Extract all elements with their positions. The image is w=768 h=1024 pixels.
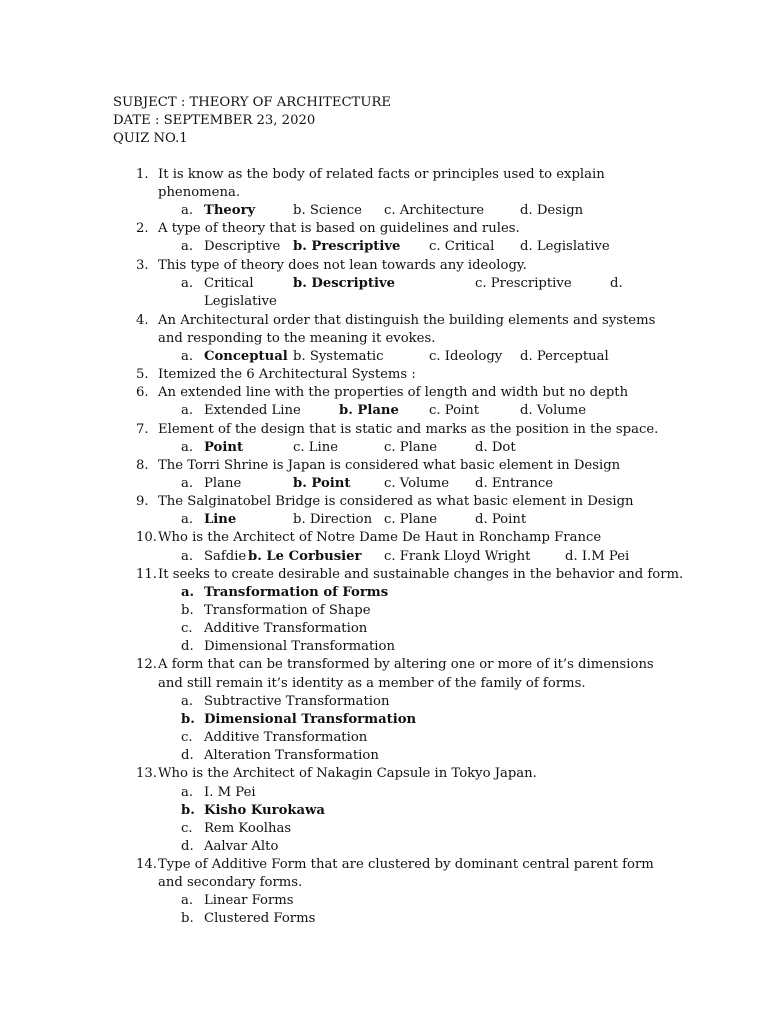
choice: Legislative bbox=[204, 294, 277, 309]
choice: I. M Pei bbox=[204, 785, 256, 800]
choice-letter: a. bbox=[181, 549, 194, 564]
question-number: 7. bbox=[136, 422, 149, 437]
choice: Additive Transformation bbox=[204, 730, 368, 745]
choice-letter: d. bbox=[181, 839, 194, 854]
question-number: 2. bbox=[136, 221, 149, 236]
question-number: 10. bbox=[136, 530, 157, 545]
choice: Linear Forms bbox=[204, 893, 294, 908]
choice-letter: d. bbox=[181, 639, 194, 654]
question-text: It is know as the body of related facts or principles used to explain bbox=[158, 167, 605, 182]
choice: Extended Line bbox=[204, 403, 301, 418]
question-text: Who is the Architect of Notre Dame De Haut in Ronchamp France bbox=[158, 530, 602, 545]
choice-answer: b. Prescriptive bbox=[293, 239, 401, 254]
question-number: 3. bbox=[136, 258, 149, 273]
choice: c. Point bbox=[429, 403, 480, 418]
choice: b. Science bbox=[293, 203, 362, 218]
choice-answer: Kisho Kurokawa bbox=[204, 803, 325, 818]
choice-answer: b. Descriptive bbox=[293, 276, 396, 291]
choice: Critical bbox=[204, 276, 254, 291]
choice: d. I.M Pei bbox=[565, 549, 630, 564]
choice: d. Entrance bbox=[475, 476, 554, 491]
choice: Additive Transformation bbox=[204, 621, 368, 636]
choice-letter: a. bbox=[181, 276, 194, 291]
choice-letter: a. bbox=[181, 440, 194, 455]
choice: b. Systematic bbox=[293, 349, 384, 364]
question-text: It seeks to create desirable and sustainable changes in the behavior and form. bbox=[158, 567, 684, 582]
choice: Clustered Forms bbox=[204, 911, 316, 926]
choice: Dimensional Transformation bbox=[204, 639, 395, 654]
subject-line: SUBJECT : THEORY OF ARCHITECTURE bbox=[113, 95, 392, 110]
choice-letter: a. bbox=[181, 239, 194, 254]
question-number: 11. bbox=[136, 567, 157, 582]
choice: c. Architecture bbox=[384, 203, 485, 218]
choice-letter: a. bbox=[181, 785, 194, 800]
choice-answer: Conceptual bbox=[204, 349, 288, 364]
choice: c. Plane bbox=[384, 440, 438, 455]
question-number: 8. bbox=[136, 458, 149, 473]
choice-answer: b. Le Corbusier bbox=[248, 549, 362, 564]
question-text: and secondary forms. bbox=[158, 875, 303, 890]
question-text: The Torri Shrine is Japan is considered what basic element in Design bbox=[158, 458, 621, 473]
choice: Plane bbox=[204, 476, 242, 491]
choice: d. Perceptual bbox=[520, 349, 609, 364]
question-text: A type of theory that is based on guidelines and rules. bbox=[158, 221, 520, 236]
choice-answer: Line bbox=[204, 512, 237, 527]
choice-answer: Transformation of Forms bbox=[204, 585, 389, 600]
choice: d. Design bbox=[520, 203, 584, 218]
choice-letter: a. bbox=[181, 349, 194, 364]
question-text: Itemized the 6 Architectural Systems : bbox=[158, 367, 416, 382]
choice-letter: a. bbox=[181, 203, 194, 218]
question-text: phenomena. bbox=[158, 185, 241, 200]
choice: Aalvar Alto bbox=[204, 839, 279, 854]
question-number: 6. bbox=[136, 385, 149, 400]
choice: Transformation of Shape bbox=[204, 603, 371, 618]
choice: Safdie bbox=[204, 549, 247, 564]
choice: Descriptive bbox=[204, 239, 281, 254]
date-line: DATE : SEPTEMBER 23, 2020 bbox=[113, 113, 316, 128]
choice: c. Ideology bbox=[429, 349, 503, 364]
choice-answer: Dimensional Transformation bbox=[204, 712, 417, 727]
question-number: 5. bbox=[136, 367, 149, 382]
choice: c. Prescriptive bbox=[475, 276, 572, 291]
question-number: 4. bbox=[136, 313, 149, 328]
question-text: and still remain it’s identity as a member of the family of forms. bbox=[158, 676, 586, 691]
choice: d. Legislative bbox=[520, 239, 610, 254]
choice-letter: a. bbox=[181, 476, 194, 491]
choice: c. Frank Lloyd Wright bbox=[384, 549, 531, 564]
choice-letter: a. bbox=[181, 694, 194, 709]
choice-letter: b. bbox=[181, 911, 194, 926]
choice-answer: b. Point bbox=[293, 476, 351, 491]
choice: c. Critical bbox=[429, 239, 495, 254]
choice: Alteration Transformation bbox=[204, 748, 379, 763]
choice-letter: a. bbox=[181, 512, 194, 527]
question-text: An Architectural order that distinguish the building elements and systems bbox=[158, 313, 656, 328]
question-text: A form that can be transformed by altering one or more of it’s dimensions bbox=[158, 657, 654, 672]
question-number: 14. bbox=[136, 857, 157, 872]
choice-letter: d. bbox=[181, 748, 194, 763]
choice: d. Point bbox=[475, 512, 527, 527]
choice-letter: c. bbox=[181, 821, 193, 836]
choice-letter: a. bbox=[181, 403, 194, 418]
question-number: 12. bbox=[136, 657, 157, 672]
choice-letter: b. bbox=[181, 803, 195, 818]
choice-letter: c. bbox=[181, 621, 193, 636]
choice: d. Dot bbox=[475, 440, 516, 455]
question-text: Type of Additive Form that are clustered by dominant central parent form bbox=[158, 857, 654, 872]
choice: Subtractive Transformation bbox=[204, 694, 390, 709]
choice: c. Plane bbox=[384, 512, 438, 527]
choice: c. Line bbox=[293, 440, 339, 455]
question-number: 13. bbox=[136, 766, 157, 781]
choice: b. Direction bbox=[293, 512, 373, 527]
choice-letter: c. bbox=[181, 730, 193, 745]
question-number: 9. bbox=[136, 494, 149, 509]
choice-letter: b. bbox=[181, 712, 195, 727]
choice-answer: Point bbox=[204, 440, 244, 455]
question-text: The Salginatobel Bridge is considered as what basic element in Design bbox=[158, 494, 634, 509]
question-text: and responding to the meaning it evokes. bbox=[158, 331, 436, 346]
choice: Rem Koolhas bbox=[204, 821, 292, 836]
question-text: Element of the design that is static and marks as the position in the space. bbox=[158, 422, 659, 437]
choice-answer: Theory bbox=[204, 203, 256, 218]
question-text: An extended line with the properties of length and width but no depth bbox=[158, 385, 629, 400]
choice-letter: a. bbox=[181, 585, 195, 600]
choice-letter: a. bbox=[181, 893, 194, 908]
choice-answer: b. Plane bbox=[339, 403, 399, 418]
question-number: 1. bbox=[136, 167, 149, 182]
choice: d. bbox=[610, 276, 623, 291]
choice-letter: b. bbox=[181, 603, 194, 618]
choice: c. Volume bbox=[384, 476, 450, 491]
question-text: This type of theory does not lean towards any ideology. bbox=[158, 258, 527, 273]
choice: d. Volume bbox=[520, 403, 587, 418]
quiz-number: QUIZ NO.1 bbox=[113, 131, 188, 146]
question-text: Who is the Architect of Nakagin Capsule in Tokyo Japan. bbox=[158, 766, 537, 781]
